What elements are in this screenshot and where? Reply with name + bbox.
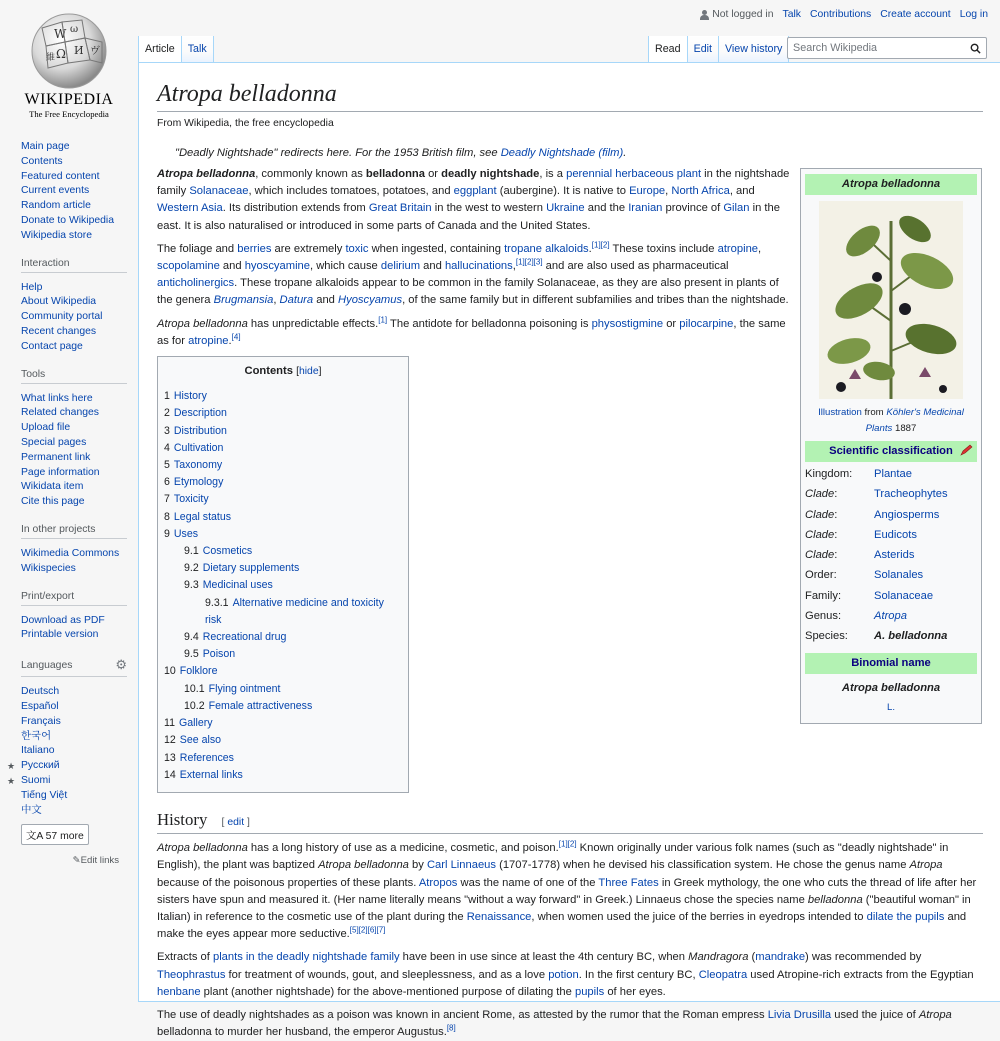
sidebar-print-link-printable-version[interactable]: Printable version	[21, 629, 99, 641]
tab-edit[interactable]: Edit	[687, 36, 718, 62]
other-projects-heading: In other projects	[21, 524, 127, 539]
sidebar-language-item	[21, 744, 138, 759]
infobox-caption	[805, 403, 977, 437]
gear-icon[interactable]: ⚙	[115, 657, 127, 673]
toc-number: 12	[164, 734, 176, 747]
sidebar-tools-item	[21, 495, 138, 510]
sidebar-nav-link-featured-content[interactable]: Featured content	[21, 170, 100, 182]
toc-link[interactable]: External links	[179, 768, 243, 781]
taxonomy-rank: Genus:	[805, 610, 842, 623]
toc-link[interactable]: Gallery	[179, 717, 213, 730]
taxonomy-row	[805, 606, 977, 626]
toc-link[interactable]: Poison	[202, 648, 236, 661]
taxonomy-row	[805, 464, 977, 484]
link-tropane-alkaloids[interactable]: tropane alkaloids	[504, 242, 589, 255]
taxonomy-value[interactable]: Tracheophytes	[874, 488, 948, 501]
interaction-portal	[0, 258, 138, 355]
toc-item[interactable]	[164, 560, 402, 577]
link-delirium[interactable]: delirium	[380, 260, 421, 273]
citation-link[interactable]: [2]	[358, 925, 368, 935]
article-content	[138, 62, 1000, 1039]
toc-toggle: [hide]	[296, 366, 322, 378]
sidebar-nav-item	[21, 199, 138, 214]
taxonomy-row	[805, 626, 977, 646]
link-scopolamine[interactable]: scopolamine	[157, 260, 220, 273]
citation-link[interactable]: [5]	[349, 925, 359, 935]
more-languages-label: 57 more	[45, 831, 84, 843]
taxonomy-rank: Order:	[805, 569, 837, 582]
toc-item[interactable]	[164, 509, 402, 526]
sidebar-tools-link-related-changes[interactable]: Related changes	[21, 407, 99, 419]
link-cleopatra[interactable]: Cleopatra	[698, 968, 748, 981]
sidebar-language-item	[21, 700, 138, 715]
toc-hide-link[interactable]: hide	[298, 366, 319, 378]
taxonomy-rows	[805, 464, 977, 647]
tab-article[interactable]: Article	[138, 36, 181, 62]
sidebar-language-item	[21, 685, 138, 700]
sidebar-language-item	[21, 789, 138, 804]
sidebar-tools-item	[21, 392, 138, 407]
toc-number: 10.2	[184, 699, 205, 712]
wikipedia-tagline: The Free Encyclopedia	[29, 109, 109, 119]
more-languages-button[interactable]	[21, 824, 89, 845]
sidebar-nav-item	[21, 155, 138, 170]
sidebar-language-item	[21, 715, 138, 730]
toc-item[interactable]	[164, 663, 402, 680]
toc-item[interactable]	[164, 543, 402, 560]
edit-links-label: Edit links	[80, 855, 119, 867]
toc-item[interactable]	[164, 715, 402, 732]
scientific-classification-label: Scientific classification	[829, 444, 953, 457]
sidebar-tools-item	[21, 406, 138, 421]
wikipedia-wordmark: WIKIPEDIA	[24, 91, 114, 108]
link-atropine-2[interactable]: atropine	[188, 334, 229, 347]
link-hallucinations[interactable]: hallucinations	[444, 260, 513, 273]
sidebar-interaction-item	[21, 295, 138, 310]
sidebar-nav-item	[21, 184, 138, 199]
sidebar-nav-link-wikipedia-store[interactable]: Wikipedia store	[21, 229, 93, 241]
toc-link[interactable]: Dietary supplements	[202, 562, 300, 575]
link-dilate-pupils[interactable]: dilate the pupils	[866, 910, 945, 923]
sidebar-nav-link-current-events[interactable]: Current events	[21, 185, 90, 197]
hatnote-text: "Deadly Nightshade" redirects here. For the 1953 British film, see	[175, 147, 498, 159]
site-subtitle: From Wikipedia, the free encyclopedia	[157, 118, 334, 129]
citation-link[interactable]: [1]	[558, 839, 568, 849]
tools-portal	[0, 369, 138, 510]
taxonomy-value[interactable]: Solanales	[874, 569, 924, 582]
sidebar-language-link-suomi[interactable]: Suomi	[21, 774, 51, 786]
taxonomy-value[interactable]: Atropa	[874, 610, 907, 623]
sidebar-interaction-item	[21, 325, 138, 340]
history-paragraph-2: Extracts of plants in the deadly nightshade family have been in use since at least the 4th century BC, when Mandragora (mandrake) was recommended by Theophrastus for treatment of wounds, gout, and sleeplessness, and as a love potion. In the first century BC, Cleopatra used Atropine-rich extracts from the Egyptian henbane plant (another nightshade) for the above-mentioned purpose of dilating the pupils of her eyes.	[157, 951, 974, 998]
toc-link[interactable]: Legal status	[173, 510, 232, 523]
tab-read[interactable]: Read	[648, 36, 687, 62]
infobox-title: Atropa belladonna	[805, 174, 977, 195]
toc-item[interactable]	[164, 646, 402, 663]
toc-number: 13	[164, 751, 176, 764]
toc-link[interactable]: See also	[179, 734, 222, 747]
toc-heading: Contents	[244, 365, 293, 378]
taxonomy-rank: Family:	[805, 589, 842, 602]
caption-year: 1887	[895, 423, 917, 434]
sidebar	[0, 140, 138, 866]
sidebar-language-link-3[interactable]: 한국어	[21, 730, 52, 742]
toc-number: 5	[164, 459, 170, 472]
history-edit-link[interactable]: edit	[227, 816, 245, 828]
taxonomy-row	[805, 586, 977, 606]
taxonomy-rank: Kingdom:	[805, 468, 853, 480]
toc-number: 7	[164, 493, 170, 506]
taxonomy-row	[805, 565, 977, 585]
print-export-portal	[0, 591, 138, 644]
toc-number: 10.1	[184, 682, 205, 695]
link-henbane[interactable]: henbane	[157, 985, 201, 998]
history-edit-section: [ edit ]	[221, 816, 250, 828]
toc-link[interactable]: Uses	[173, 527, 199, 540]
svg-text:И: И	[74, 44, 84, 57]
taxonomy-rank[interactable]: Clade:	[805, 528, 838, 541]
sidebar-interaction-item	[21, 281, 138, 296]
sidebar-print-link-download-as-pdf[interactable]: Download as PDF	[21, 614, 105, 626]
sidebar-interaction-item	[21, 310, 138, 325]
toc-link[interactable]: Folklore	[179, 665, 218, 678]
svg-text:維: 維	[46, 53, 56, 63]
sidebar-print-item	[21, 614, 138, 629]
citation-link[interactable]: [2]	[524, 257, 534, 267]
toc-number: 9	[164, 527, 170, 540]
personal-tools	[700, 9, 988, 20]
toc-link[interactable]: Cultivation	[173, 441, 224, 454]
toc-link[interactable]: History	[173, 390, 207, 403]
sidebar-language-link-8[interactable]: 中文	[21, 804, 42, 816]
table-of-contents	[157, 356, 409, 793]
not-logged-in-label: Not logged in	[712, 9, 774, 20]
contributions-link[interactable]: Contributions	[809, 9, 872, 20]
user-icon	[700, 10, 709, 20]
citation-link[interactable]: [1]	[515, 257, 525, 267]
sidebar-language-item	[21, 774, 138, 789]
edit-links[interactable]	[0, 855, 138, 866]
sidebar-tools-item	[21, 466, 138, 481]
sidebar-language-item	[21, 804, 138, 819]
sidebar-nav-item	[21, 140, 138, 155]
citation-link[interactable]: [2]	[567, 839, 577, 849]
link-pupils[interactable]: pupils	[574, 985, 605, 998]
caption-from: from	[864, 407, 884, 419]
toc-number: 14	[164, 768, 176, 781]
history-title: History	[157, 809, 208, 829]
sidebar-nav-link-donate-to-wikipedia[interactable]: Donate to Wikipedia	[21, 214, 114, 226]
toc-number: 6	[164, 476, 170, 489]
toc-item[interactable]	[164, 629, 402, 646]
toc-title	[164, 363, 402, 380]
pencil-icon: ✎	[72, 855, 81, 867]
toc-item[interactable]	[164, 457, 402, 474]
translate-icon: 文A	[26, 831, 43, 843]
svg-text:ヴ: ヴ	[90, 46, 100, 57]
hatnote-link[interactable]: Deadly Nightshade (film)	[500, 147, 624, 159]
toc-item[interactable]	[164, 526, 402, 543]
taxonomy-value[interactable]: Asterids	[874, 549, 915, 562]
taxonomy-row	[805, 484, 977, 504]
infobox	[800, 168, 982, 724]
sidebar-nav-link-main-page[interactable]: Main page	[21, 141, 70, 152]
sidebar-tools-link-upload-file[interactable]: Upload file	[21, 422, 71, 434]
link-datura[interactable]: Datura	[279, 294, 314, 307]
toc-item[interactable]	[164, 474, 402, 491]
link-carl-linnaeus[interactable]: Carl Linnaeus	[426, 859, 496, 872]
toc-link[interactable]: Toxicity	[173, 493, 209, 506]
link-hyoscyamine[interactable]: hyoscyamine	[244, 260, 310, 273]
sidebar-tools-link-what-links-here[interactable]: What links here	[21, 392, 93, 404]
sidebar-interaction-link-contact-page[interactable]: Contact page	[21, 340, 83, 352]
languages-heading: Languages	[21, 659, 73, 671]
lead-paragraph-2: The foliage and berries are extremely toxic when ingested, containing tropane alkaloids.[1][2] These toxins include atropine, scopolamine and hyoscyamine, which cause delirium and hallucinations,[1][2][3] and are also used as pharmaceutical anticholinergics. These tropane alkaloids appear to be common in the family Solanaceae, as they are also present in plants of the genera Brugmansia, Datura and Hyoscyamus, of the same family but in different subfamilies and tribes than the nightshade.	[157, 240, 789, 307]
link-atropine[interactable]: atropine	[717, 242, 759, 255]
sidebar-interaction-link-recent-changes[interactable]: Recent changes	[21, 325, 97, 337]
svg-text:ω: ω	[70, 24, 79, 35]
link-brugmansia[interactable]: Brugmansia	[213, 294, 274, 307]
history-paragraph-1: Atropa belladonna has a long history of use as a medicine, cosmetic, and poison.[1][2] Known originally under various folk names (such as "deadly nightshade" in English), the plant was baptized Atropa belladonna by Carl Linnaeus (1707-1778) when he devised his classification system. He chose the genus name Atropa because of the poisonous properties of these plants. Atropos was the name of one of the Three Fates in Greek mythology, the one who cuts the thread of life after her sisters have spun and measured it. (Her name literally means "without a way forward" in Greek.) Linnaeus chose the species name belladonna ("beautiful woman" in Italian) in reference to the cosmetic use of the plant during the Renaissance, when women used the juice of the berries in eyedrops intended to dilate the pupils and make the eyes appear more seductive.[5][2][6][7]	[157, 839, 977, 941]
link-north-africa[interactable]: North Africa	[671, 185, 730, 198]
svg-text:W: W	[54, 27, 67, 41]
link-great-britain[interactable]: Great Britain	[368, 202, 432, 215]
toc-item[interactable]	[164, 750, 402, 767]
toc-link[interactable]: Cosmetics	[202, 545, 253, 558]
link-eggplant[interactable]: eggplant	[453, 185, 497, 198]
sidebar-projects-item	[21, 562, 138, 577]
citation-link[interactable]: [2]	[600, 240, 610, 250]
toc-number: 9.2	[184, 562, 199, 575]
toc-item[interactable]	[164, 405, 402, 422]
toc-item[interactable]	[164, 698, 402, 715]
sidebar-nav-link-contents[interactable]: Contents	[21, 155, 63, 167]
link-renaissance[interactable]: Renaissance	[466, 910, 532, 923]
sidebar-language-link-fran-ais[interactable]: Français	[21, 715, 61, 727]
citation-link[interactable]: [8]	[446, 1023, 456, 1033]
sidebar-projects-link-wikispecies[interactable]: Wikispecies	[21, 562, 76, 574]
taxonomy-value[interactable]: Solanaceae	[874, 589, 934, 602]
link-europe[interactable]: Europe	[629, 185, 666, 198]
toc-item[interactable]	[164, 440, 402, 457]
link-western-asia[interactable]: Western Asia	[157, 202, 223, 215]
sidebar-nav-item	[21, 214, 138, 229]
toc-number: 10	[164, 665, 176, 678]
sidebar-projects-item	[21, 547, 138, 562]
kohler-link[interactable]: Köhler's Medicinal Plants	[865, 407, 964, 434]
toc-link[interactable]: Etymology	[173, 476, 224, 489]
toc-number: 9.3	[184, 579, 199, 592]
sidebar-language-link-ti-ng-vi-t[interactable]: Tiếng Việt	[21, 789, 68, 801]
link-theophrastus[interactable]: Theophrastus	[157, 968, 226, 981]
toc-item[interactable]	[164, 577, 402, 594]
navigation-portal	[0, 140, 138, 244]
search-box	[787, 37, 987, 59]
interaction-heading: Interaction	[21, 258, 127, 273]
toc-item[interactable]	[164, 732, 402, 749]
toc-link[interactable]: References	[179, 751, 234, 764]
toc-item[interactable]	[164, 491, 402, 508]
toc-link[interactable]: Recreational drug	[202, 631, 287, 644]
sidebar-nav-item	[21, 170, 138, 185]
search-input[interactable]	[793, 42, 963, 54]
taxonomy-row	[805, 545, 977, 565]
citation-link[interactable]: [4]	[231, 332, 241, 342]
taxonomy-rank[interactable]: Clade:	[805, 488, 838, 501]
languages-heading-row	[21, 657, 127, 677]
history-heading	[157, 811, 983, 834]
taxonomy-value[interactable]: Plantae	[874, 468, 912, 480]
link-three-fates[interactable]: Three Fates	[598, 876, 659, 889]
illustration-link[interactable]: Illustration	[818, 407, 862, 419]
toc-number: 11	[164, 717, 175, 730]
view-tabs	[648, 36, 789, 62]
search-icon[interactable]	[970, 43, 981, 54]
hatnote: "Deadly Nightshade" redirects here. For the 1953 British film, see Deadly Nightshade (film).	[175, 147, 627, 159]
sidebar-tools-link-special-pages[interactable]: Special pages	[21, 436, 87, 448]
sidebar-language-item	[21, 730, 138, 745]
talk-link[interactable]: Talk	[782, 9, 801, 20]
toc-item[interactable]	[164, 681, 402, 698]
binomial-name-heading: Binomial name	[805, 653, 977, 674]
toc-number: 4	[164, 441, 170, 454]
other-projects-portal	[0, 524, 138, 577]
svg-text:Ω: Ω	[56, 47, 66, 61]
toc-link[interactable]: Flying ointment	[208, 682, 281, 695]
sidebar-tools-link-permanent-link[interactable]: Permanent link	[21, 451, 91, 463]
toc-number: 8	[164, 510, 170, 523]
sidebar-interaction-link-about-wikipedia[interactable]: About Wikipedia	[21, 296, 97, 308]
link-toxic[interactable]: toxic	[345, 242, 369, 255]
binomial-name: Atropa belladonna	[841, 681, 941, 694]
sidebar-interaction-item	[21, 340, 138, 355]
taxonomy-value[interactable]: Eudicots	[874, 528, 917, 541]
tools-heading: Tools	[21, 369, 127, 384]
lead-paragraph-1: Atropa belladonna, commonly known as belladonna or deadly nightshade, is a perennial herbaceous plant in the nightshade family Solanaceae, which includes tomatoes, potatoes, and eggplant (aubergine). It is native to Europe, North Africa, and Western Asia. Its distribution extends from Great Britain in the west to western Ukraine and the Iranian province of Gilan in the east. It is also naturalised or introduced in some parts of Canada and the United States.	[157, 168, 790, 232]
history-paragraph-3: The use of deadly nightshades as a poison was known in ancient Rome, as attested by the rumor that the Roman empress Livia Drusilla used the juice of Atropa belladonna to murder her husband, the emperor Augustus.[8]	[157, 1008, 952, 1039]
log-in-link[interactable]: Log in	[959, 9, 988, 20]
link-perennial[interactable]: perennial	[566, 168, 613, 180]
tab-view-history[interactable]: View history	[718, 36, 789, 62]
taxonomy-value[interactable]: Angiosperms	[874, 508, 940, 521]
sidebar-interaction-link-community-portal[interactable]: Community portal	[21, 311, 103, 323]
link-pilocarpine[interactable]: pilocarpine	[679, 317, 734, 330]
create-account-link[interactable]: Create account	[880, 9, 951, 20]
toc-item[interactable]	[164, 388, 402, 405]
toc-number: 2	[164, 407, 170, 420]
not-logged-in	[700, 9, 773, 20]
sidebar-tools-item	[21, 436, 138, 451]
link-physostigmine[interactable]: physostigmine	[591, 317, 664, 330]
link-ukraine[interactable]: Ukraine	[546, 202, 585, 215]
sidebar-print-item	[21, 628, 138, 643]
languages-portal	[0, 657, 138, 845]
citation-link[interactable]: [6]	[367, 925, 377, 935]
sidebar-language-link-deutsch[interactable]: Deutsch	[21, 686, 60, 698]
toc-item[interactable]	[164, 767, 402, 784]
taxonomy-row	[805, 525, 977, 545]
toc-item[interactable]	[164, 595, 402, 629]
sidebar-tools-item	[21, 480, 138, 495]
toc-link[interactable]: Medicinal uses	[202, 579, 273, 592]
taxonomy-rank[interactable]: Clade:	[805, 549, 838, 562]
sidebar-tools-link-cite-this-page[interactable]: Cite this page	[21, 496, 85, 508]
toc-link[interactable]: Female attractiveness	[208, 699, 313, 712]
taxonomy-rank[interactable]: Clade:	[805, 508, 838, 521]
sidebar-tools-item	[21, 421, 138, 436]
sidebar-language-link-italiano[interactable]: Italiano	[21, 745, 55, 757]
link-gilan[interactable]: Gilan	[723, 202, 750, 215]
link-iranian[interactable]: Iranian	[628, 202, 663, 215]
sidebar-tools-link-page-information[interactable]: Page information	[21, 466, 100, 478]
sidebar-language-item	[21, 759, 138, 774]
toc-number: 9.1	[184, 545, 199, 558]
toc-link[interactable]: Distribution	[173, 424, 227, 437]
linnaeus-abbrev-link[interactable]: L.	[886, 702, 895, 714]
sidebar-nav-item	[21, 229, 138, 244]
link-atropos[interactable]: Atropos	[418, 876, 458, 889]
link-anticholinergics[interactable]: anticholinergics	[157, 277, 235, 290]
taxonomy-value: A. belladonna	[874, 630, 948, 643]
link-livia-drusilla[interactable]: Livia Drusilla	[767, 1008, 832, 1021]
binomial-authority	[805, 699, 977, 716]
sidebar-language-link-5[interactable]: Русский	[21, 760, 60, 772]
page-title: Atropa belladonna	[157, 79, 983, 112]
toc-link[interactable]: Description	[173, 407, 227, 420]
sidebar-projects-link-wikimedia-commons[interactable]: Wikimedia Commons	[21, 547, 120, 559]
toc-number: 9.3.1	[205, 596, 229, 609]
print-export-heading: Print/export	[21, 591, 127, 606]
toc-item[interactable]	[164, 423, 402, 440]
namespace-tabs	[138, 36, 214, 62]
link-berries[interactable]: berries	[237, 242, 272, 255]
history-section	[157, 840, 982, 1041]
toc-number: 9.5	[184, 648, 199, 661]
taxonomy-rank: Species:	[805, 630, 848, 643]
citation-link[interactable]: [3]	[533, 257, 543, 267]
tab-talk[interactable]: Talk	[181, 36, 214, 62]
toc-number: 9.4	[184, 631, 199, 644]
link-plants-in-family[interactable]: plants in the deadly nightshade family	[212, 951, 400, 964]
sidebar-interaction-link-help[interactable]: Help	[21, 281, 43, 293]
sidebar-tools-item	[21, 451, 138, 466]
article-body	[157, 166, 982, 1041]
scientific-classification-heading	[805, 441, 977, 462]
lead-paragraph-3: Atropa belladonna has unpredictable effects.[1] The antidote for belladonna poisoning is physostigmine or pilocarpine, the same as for atropine.[4]	[157, 314, 786, 347]
toc-link[interactable]: Alternative medicine and toxicity risk	[205, 596, 384, 626]
belladonna-illustration[interactable]	[819, 201, 963, 399]
toc-link[interactable]: Taxonomy	[173, 459, 223, 472]
edit-pencil-icon[interactable]	[960, 444, 973, 456]
sidebar-language-link-espa-ol[interactable]: Español	[21, 700, 59, 712]
sidebar-tools-link-wikidata-item[interactable]: Wikidata item	[21, 481, 84, 493]
link-hyoscyamus[interactable]: Hyoscyamus	[338, 294, 403, 307]
taxonomy-row	[805, 505, 977, 525]
toc-number: 1	[164, 390, 170, 403]
toc-number: 3	[164, 424, 170, 437]
link-mandrake[interactable]: mandrake	[755, 951, 806, 964]
link-potion[interactable]: potion	[548, 968, 579, 981]
sidebar-nav-link-random-article[interactable]: Random article	[21, 200, 91, 212]
link-herbaceous[interactable]: herbaceous plant	[615, 168, 702, 180]
citation-link[interactable]: [1]	[378, 314, 388, 324]
citation-link[interactable]: [1]	[591, 240, 601, 250]
citation-link[interactable]: [7]	[376, 925, 386, 935]
link-solanaceae[interactable]: Solanaceae	[189, 185, 249, 198]
